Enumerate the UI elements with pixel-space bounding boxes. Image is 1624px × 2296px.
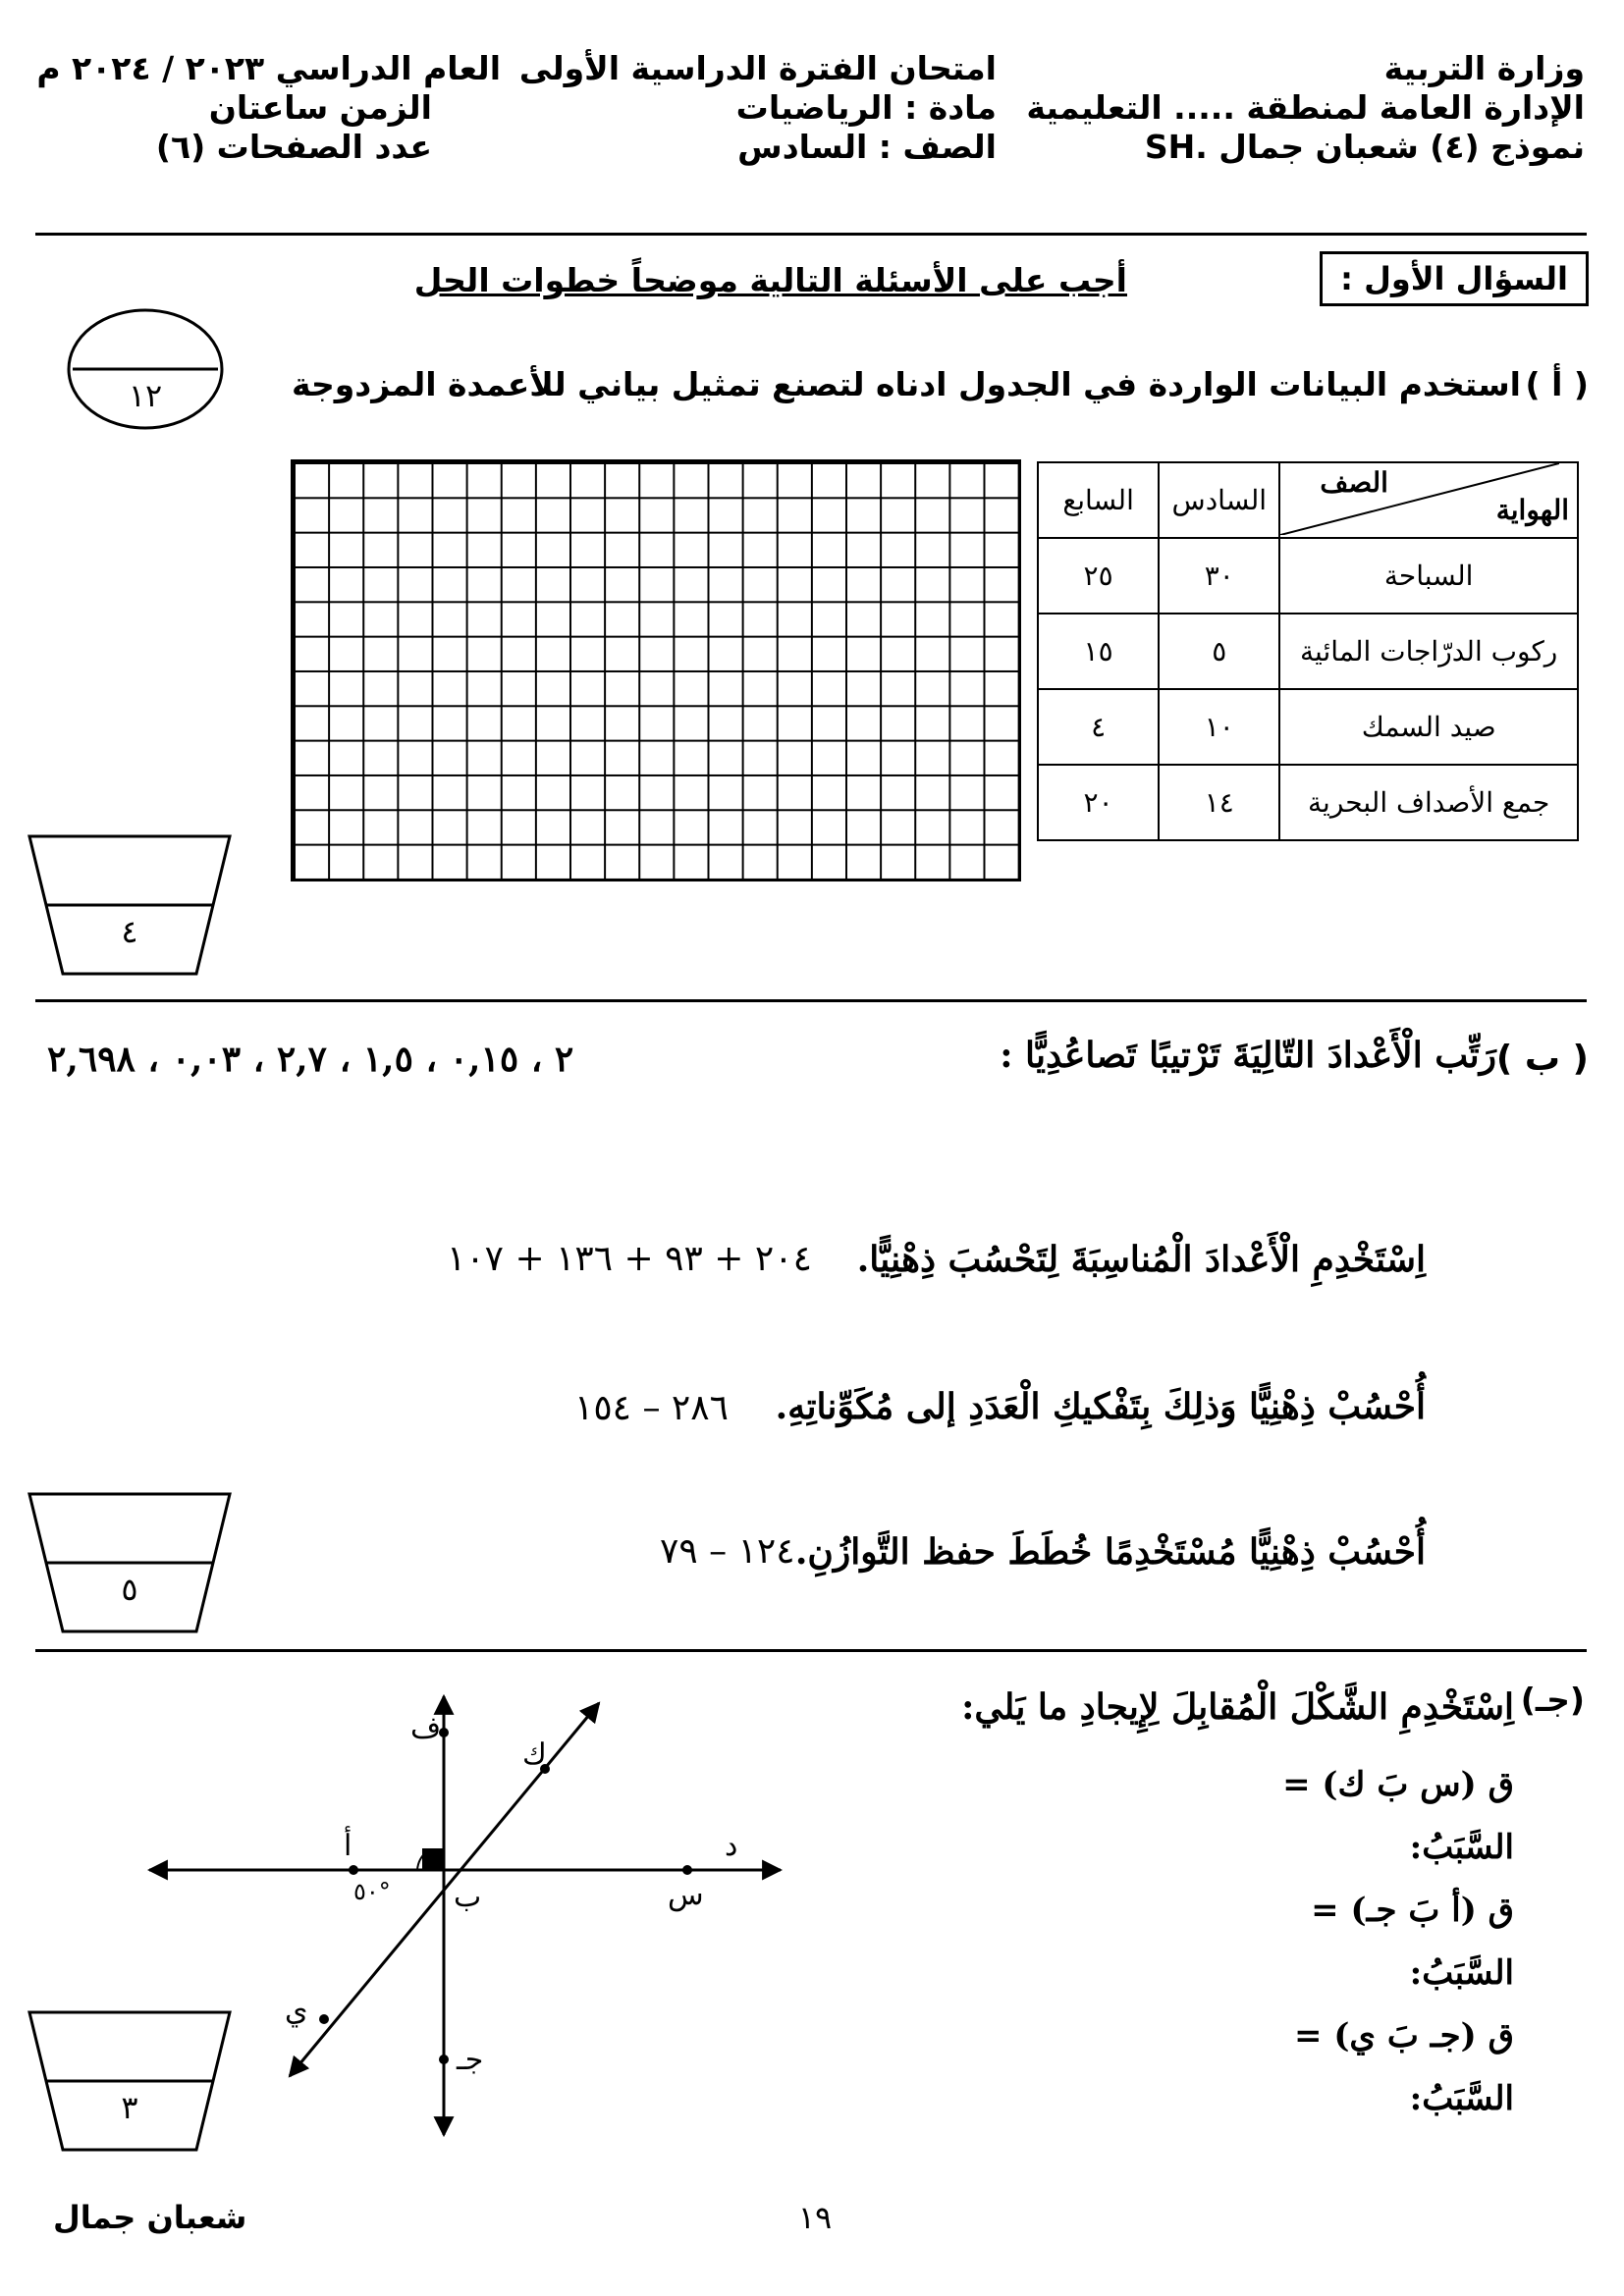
reason-2: السَّبَبُ: [1409, 1953, 1514, 1993]
mental-math-2-expr: ٢٨٦ – ١٥٤ [574, 1388, 729, 1428]
table-row [1038, 765, 1578, 840]
row-name: صيد السمك [1279, 689, 1578, 765]
col-header-sixth: السادس [1159, 462, 1279, 538]
label-angle: ٥٠° [353, 1878, 391, 1905]
reason-1: السَّبَبُ: [1409, 1828, 1514, 1867]
duration: الزمن ساعتان [208, 88, 432, 127]
label-a: أ [344, 1829, 352, 1863]
row-sixth: ١٤ [1159, 765, 1279, 840]
drawing-grid[interactable] [291, 459, 1021, 881]
author-name: شعبان جمال [53, 2199, 247, 2236]
col-header-seventh: السابع [1038, 462, 1159, 538]
ministry-name: وزارة التربية [1383, 49, 1585, 87]
angle-jby: ق (جـ بَ ي) = [1294, 2016, 1514, 2056]
instructions: أجب على الأسئلة التالية موضحاً خطوات الحل [413, 261, 1127, 299]
corner-top: الصف [1320, 466, 1388, 499]
header-center [518, 49, 997, 167]
row-seventh: ٢٠ [1038, 765, 1159, 840]
table-row [1038, 614, 1578, 689]
grade: الصف : السادس [737, 128, 997, 166]
angle-figure [137, 1688, 805, 2150]
mental-math-3-text: أُحْسُبْ ذِهْنِيًّا مُسْتَخْدِمًا خُطَطَ حفظ التَّوازُنِ. [794, 1531, 1426, 1573]
label-k: ك [522, 1737, 547, 1772]
question-title: السؤال الأول : [1340, 260, 1568, 297]
model-number: نموذج (٤) شعبان جمال .SH [1144, 128, 1585, 166]
mental-math-2-text: أُحْسُبْ ذِهْنِيًّا وَذلِكَ بِتَفْكيكِ الْعَدَدِ إلى مُكَوِّناتِهِ. [775, 1386, 1426, 1427]
row-sixth: ٣٠ [1159, 538, 1279, 614]
divider-b [35, 1649, 1587, 1652]
hobbies-table [1037, 461, 1579, 841]
label-y: ي [285, 1994, 308, 2028]
row-name: جمع الأصداف البحرية [1279, 765, 1578, 840]
angle-abj: ق (أ بَ جـ) = [1311, 1891, 1514, 1930]
label-d: د [725, 1829, 738, 1863]
reason-3: السَّبَبُ: [1409, 2079, 1514, 2118]
mental-math-1-expr: ٢٠٤ + ٩٣ + ١٣٦ + ١٠٧ [447, 1239, 812, 1279]
divider-top [35, 233, 1587, 236]
mental-math-1-text: اِسْتَخْدِمِ الْأَعْدادَ الْمُناسِبَةَ لِتَحْسُبَ ذِهْنِيًّا. [856, 1239, 1426, 1280]
label-j: جـ [457, 2043, 484, 2077]
directorate: الإدارة العامة لمنطقة ..... التعليمية [1026, 88, 1585, 127]
row-seventh: ٤ [1038, 689, 1159, 765]
row-seventh: ١٥ [1038, 614, 1159, 689]
corner-header [1279, 462, 1578, 538]
score-bucket-c [26, 2008, 234, 2154]
corner-bottom: الهواية [1495, 494, 1569, 526]
part-c-score: ٣ [121, 2089, 138, 2126]
row-sixth: ٥ [1159, 614, 1279, 689]
part-b-order-numbers: ٢ ، ٠,١٥ ، ١,٥ ، ٢,٧ ، ٠,٠٣ ، ٢,٦٩٨ [47, 1039, 574, 1080]
part-a-score: ٤ [121, 913, 138, 950]
score-bucket-a [26, 832, 234, 978]
part-a-label: ( أ ) [1525, 365, 1589, 403]
part-c-lines [1282, 1753, 1514, 2130]
school-year: العام الدراسي ٢٠٢٣ / ٢٠٢٤ م [36, 49, 501, 87]
part-c-text: اِسْتَخْدِمِ الشَّكْلَ الْمُقابِلَ لِإِيجادِ ما يَلي: [961, 1686, 1514, 1728]
score-bucket-b [26, 1490, 234, 1635]
mental-math-3-expr: ١٢٤ – ٧٩ [660, 1531, 795, 1572]
header-right [1026, 49, 1585, 167]
angle-sbk: ق (س بَ ك) = [1282, 1765, 1514, 1804]
label-s: س [668, 1878, 704, 1912]
total-score: ١٢ [128, 377, 163, 414]
row-sixth: ١٠ [1159, 689, 1279, 765]
table-row [1038, 689, 1578, 765]
row-name: السباحة [1279, 538, 1578, 614]
row-name: ركوب الدرّاجات المائية [1279, 614, 1578, 689]
row-seventh: ٢٥ [1038, 538, 1159, 614]
part-c-label: (جـ) [1520, 1681, 1585, 1719]
question-title-box [1320, 251, 1589, 306]
label-b: ب [454, 1880, 482, 1914]
label-f: ف [410, 1711, 442, 1745]
divider-a [35, 999, 1587, 1002]
page-number: ١٩ [797, 2199, 833, 2236]
header-left [36, 49, 501, 167]
part-b-label: ( ب ) [1495, 1039, 1589, 1079]
exam-title: امتحان الفترة الدراسية الأولى [518, 49, 997, 87]
part-b-score: ٥ [121, 1571, 138, 1608]
table-row [1038, 538, 1578, 614]
page-count: عدد الصفحات (٦) [155, 128, 432, 166]
part-a-text: استخدم البيانات الواردة في الجدول ادناه لتصنع تمثيل بياني للأعمدة المزدوجة [291, 365, 1521, 403]
part-b-order-text: رَتِّب الْأَعْدادَ التّالِيَةَ تَرْتيبًا تَصاعُدِيًّا : [1000, 1035, 1496, 1076]
subject: مادة : الرياضيات [735, 88, 997, 127]
